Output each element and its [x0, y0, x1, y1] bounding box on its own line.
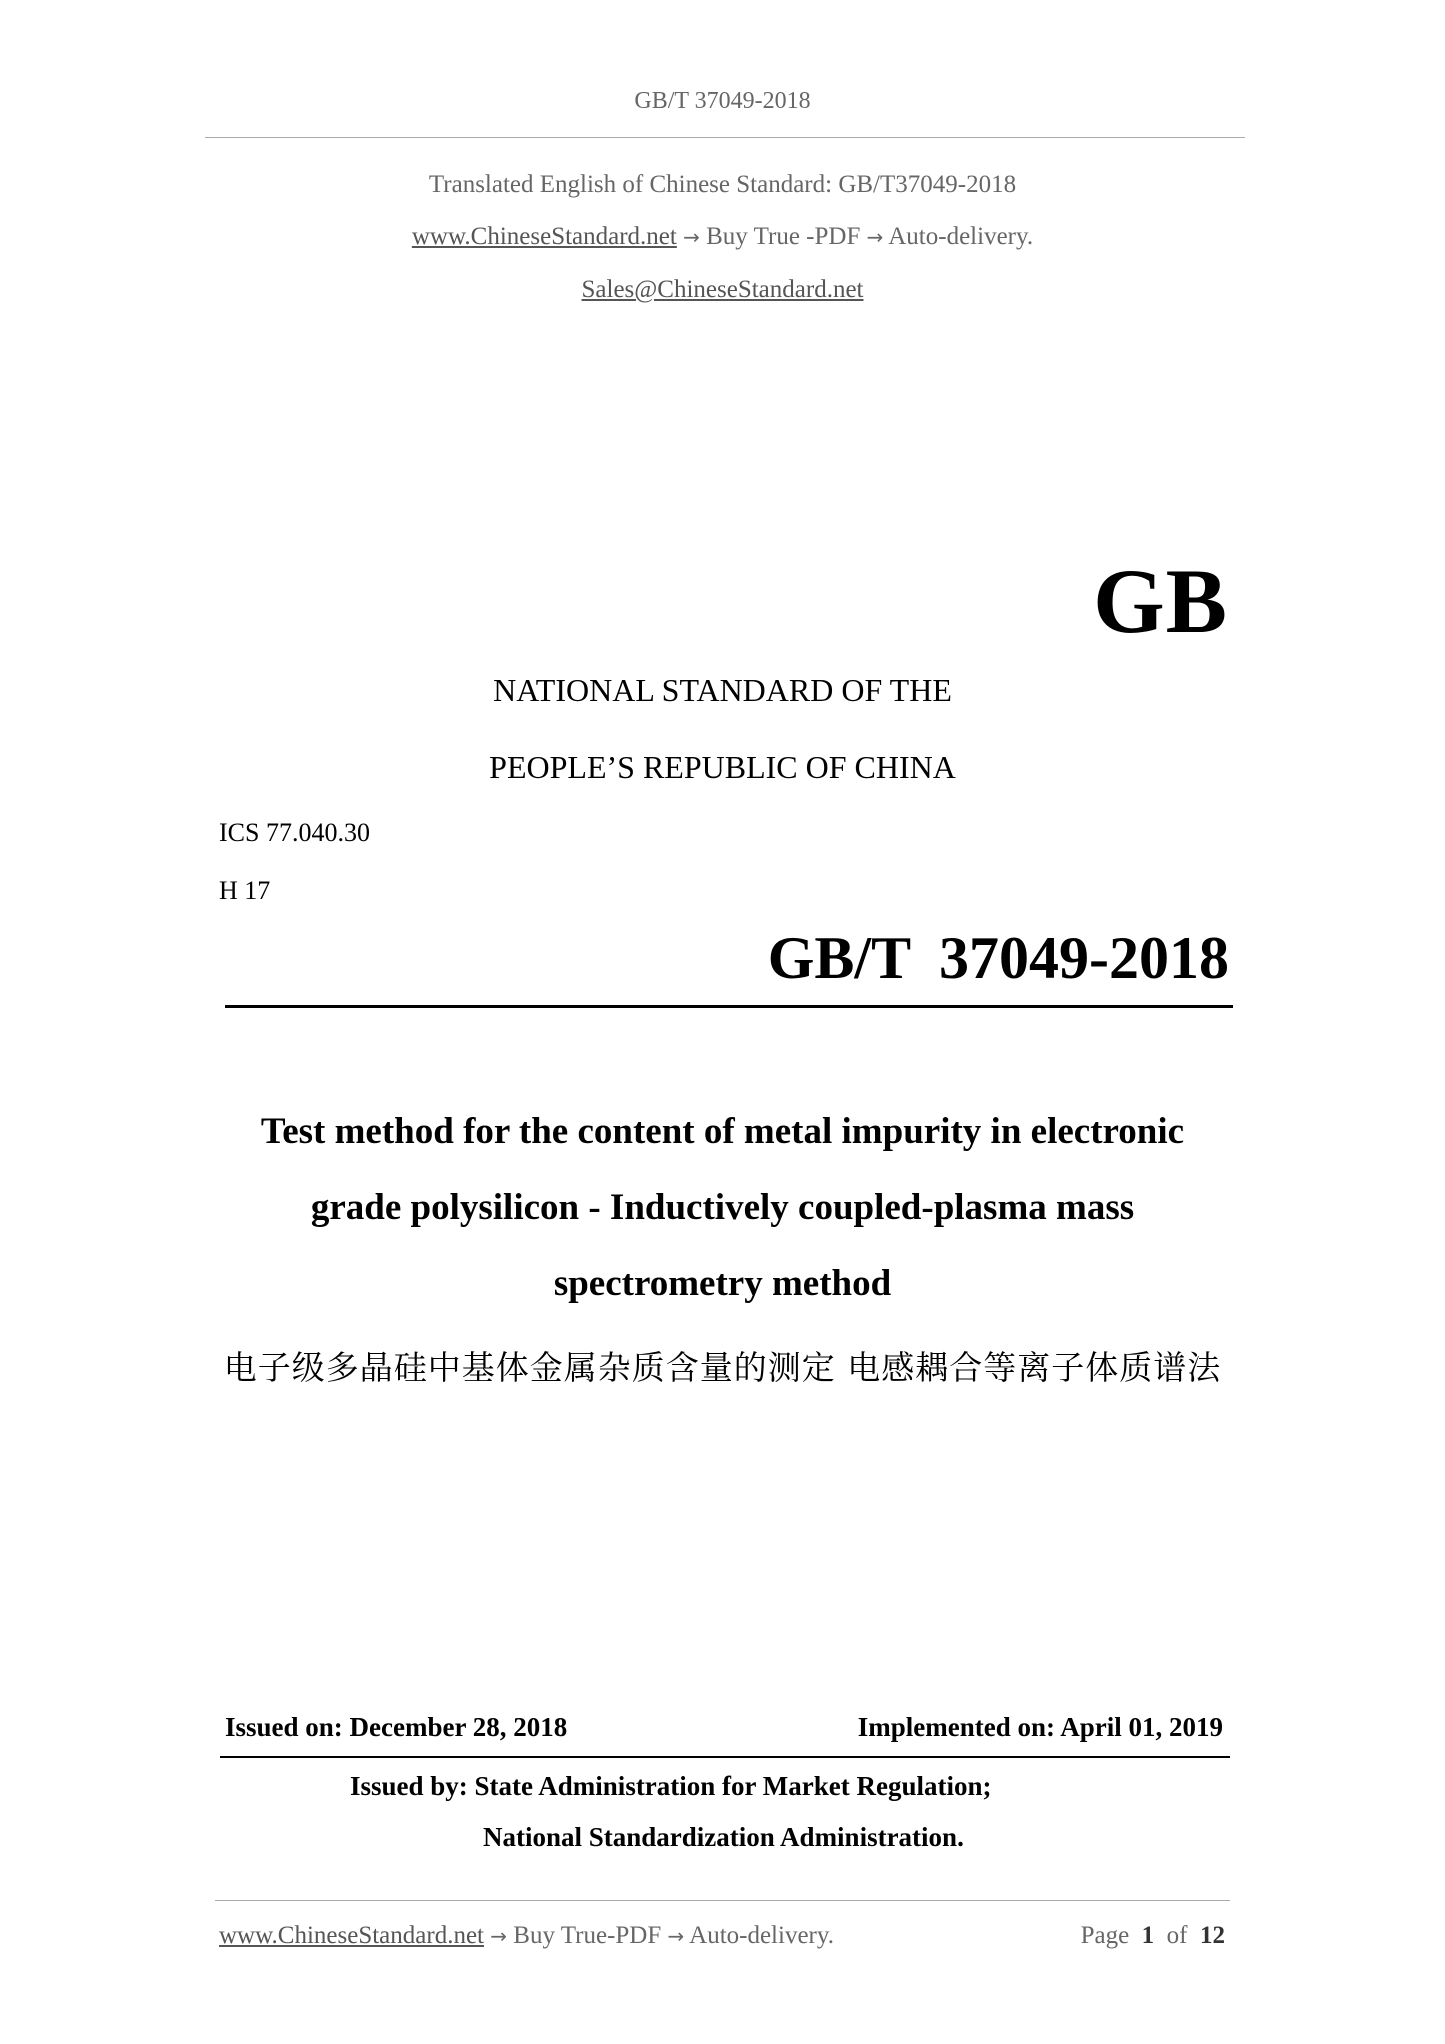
ccs-code: H 17 [219, 876, 271, 905]
document-title [180, 1094, 1265, 1322]
footer-buy-text: Buy True-PDF [513, 1922, 662, 1949]
arrow-right-icon: → [866, 225, 884, 249]
of-word: of [1166, 1922, 1188, 1949]
sales-email-link[interactable]: Sales@ChineseStandard.net [581, 276, 864, 303]
issued-by-line2: National Standardization Administration. [483, 1822, 964, 1852]
page-current: 1 [1141, 1922, 1155, 1949]
running-header: GB/T 37049-2018 [634, 88, 811, 114]
footer-delivery-text: Auto-delivery. [689, 1922, 835, 1949]
title-divider [225, 1005, 1233, 1008]
ics-code: ICS 77.040.30 [219, 818, 370, 847]
title-line-1: Test method for the content of metal impurity in electronic [260, 1111, 1185, 1152]
issued-date: Issued on: December 28, 2018 [225, 1712, 568, 1742]
arrow-right-icon: → [490, 1924, 508, 1948]
title-line-3: spectrometry method [553, 1263, 892, 1304]
footer-divider [215, 1900, 1230, 1901]
delivery-text: Auto-delivery. [888, 223, 1034, 250]
footer-purchase-line [219, 1922, 834, 1950]
issued-by-line1: Issued by: State Administration for Market Regulation; [350, 1771, 992, 1801]
national-standard-line2: PEOPLE’S REPUBLIC OF CHINA [489, 749, 956, 785]
national-standard-line1: NATIONAL STANDARD OF THE [493, 672, 952, 708]
footer-site-link[interactable]: www.ChineseStandard.net [219, 1922, 484, 1949]
issue-divider [220, 1756, 1230, 1758]
purchase-line [0, 223, 1445, 251]
chinese-title: 电子级多晶硅中基体金属杂质含量的测定 电感耦合等离子体质谱法 [223, 1348, 1222, 1387]
page-total: 12 [1200, 1922, 1225, 1949]
header-divider [205, 137, 1245, 138]
page-indicator [1081, 1922, 1225, 1950]
standard-number: GB/T 37049-2018 [767, 925, 1229, 991]
gb-logo: GB [1093, 550, 1228, 652]
title-line-2: grade polysilicon - Inductively coupled-plasma mass [310, 1187, 1135, 1228]
implemented-date: Implemented on: April 01, 2019 [857, 1712, 1223, 1742]
buy-text: Buy True -PDF [706, 223, 861, 250]
site-link[interactable]: www.ChineseStandard.net [411, 223, 677, 250]
translation-notice: Translated English of Chinese Standard: GB/T37049-2018 [428, 171, 1017, 198]
email-line [0, 276, 1445, 304]
arrow-right-icon: → [667, 1924, 685, 1948]
arrow-right-icon: → [683, 225, 700, 249]
page-word: Page [1080, 1922, 1130, 1949]
